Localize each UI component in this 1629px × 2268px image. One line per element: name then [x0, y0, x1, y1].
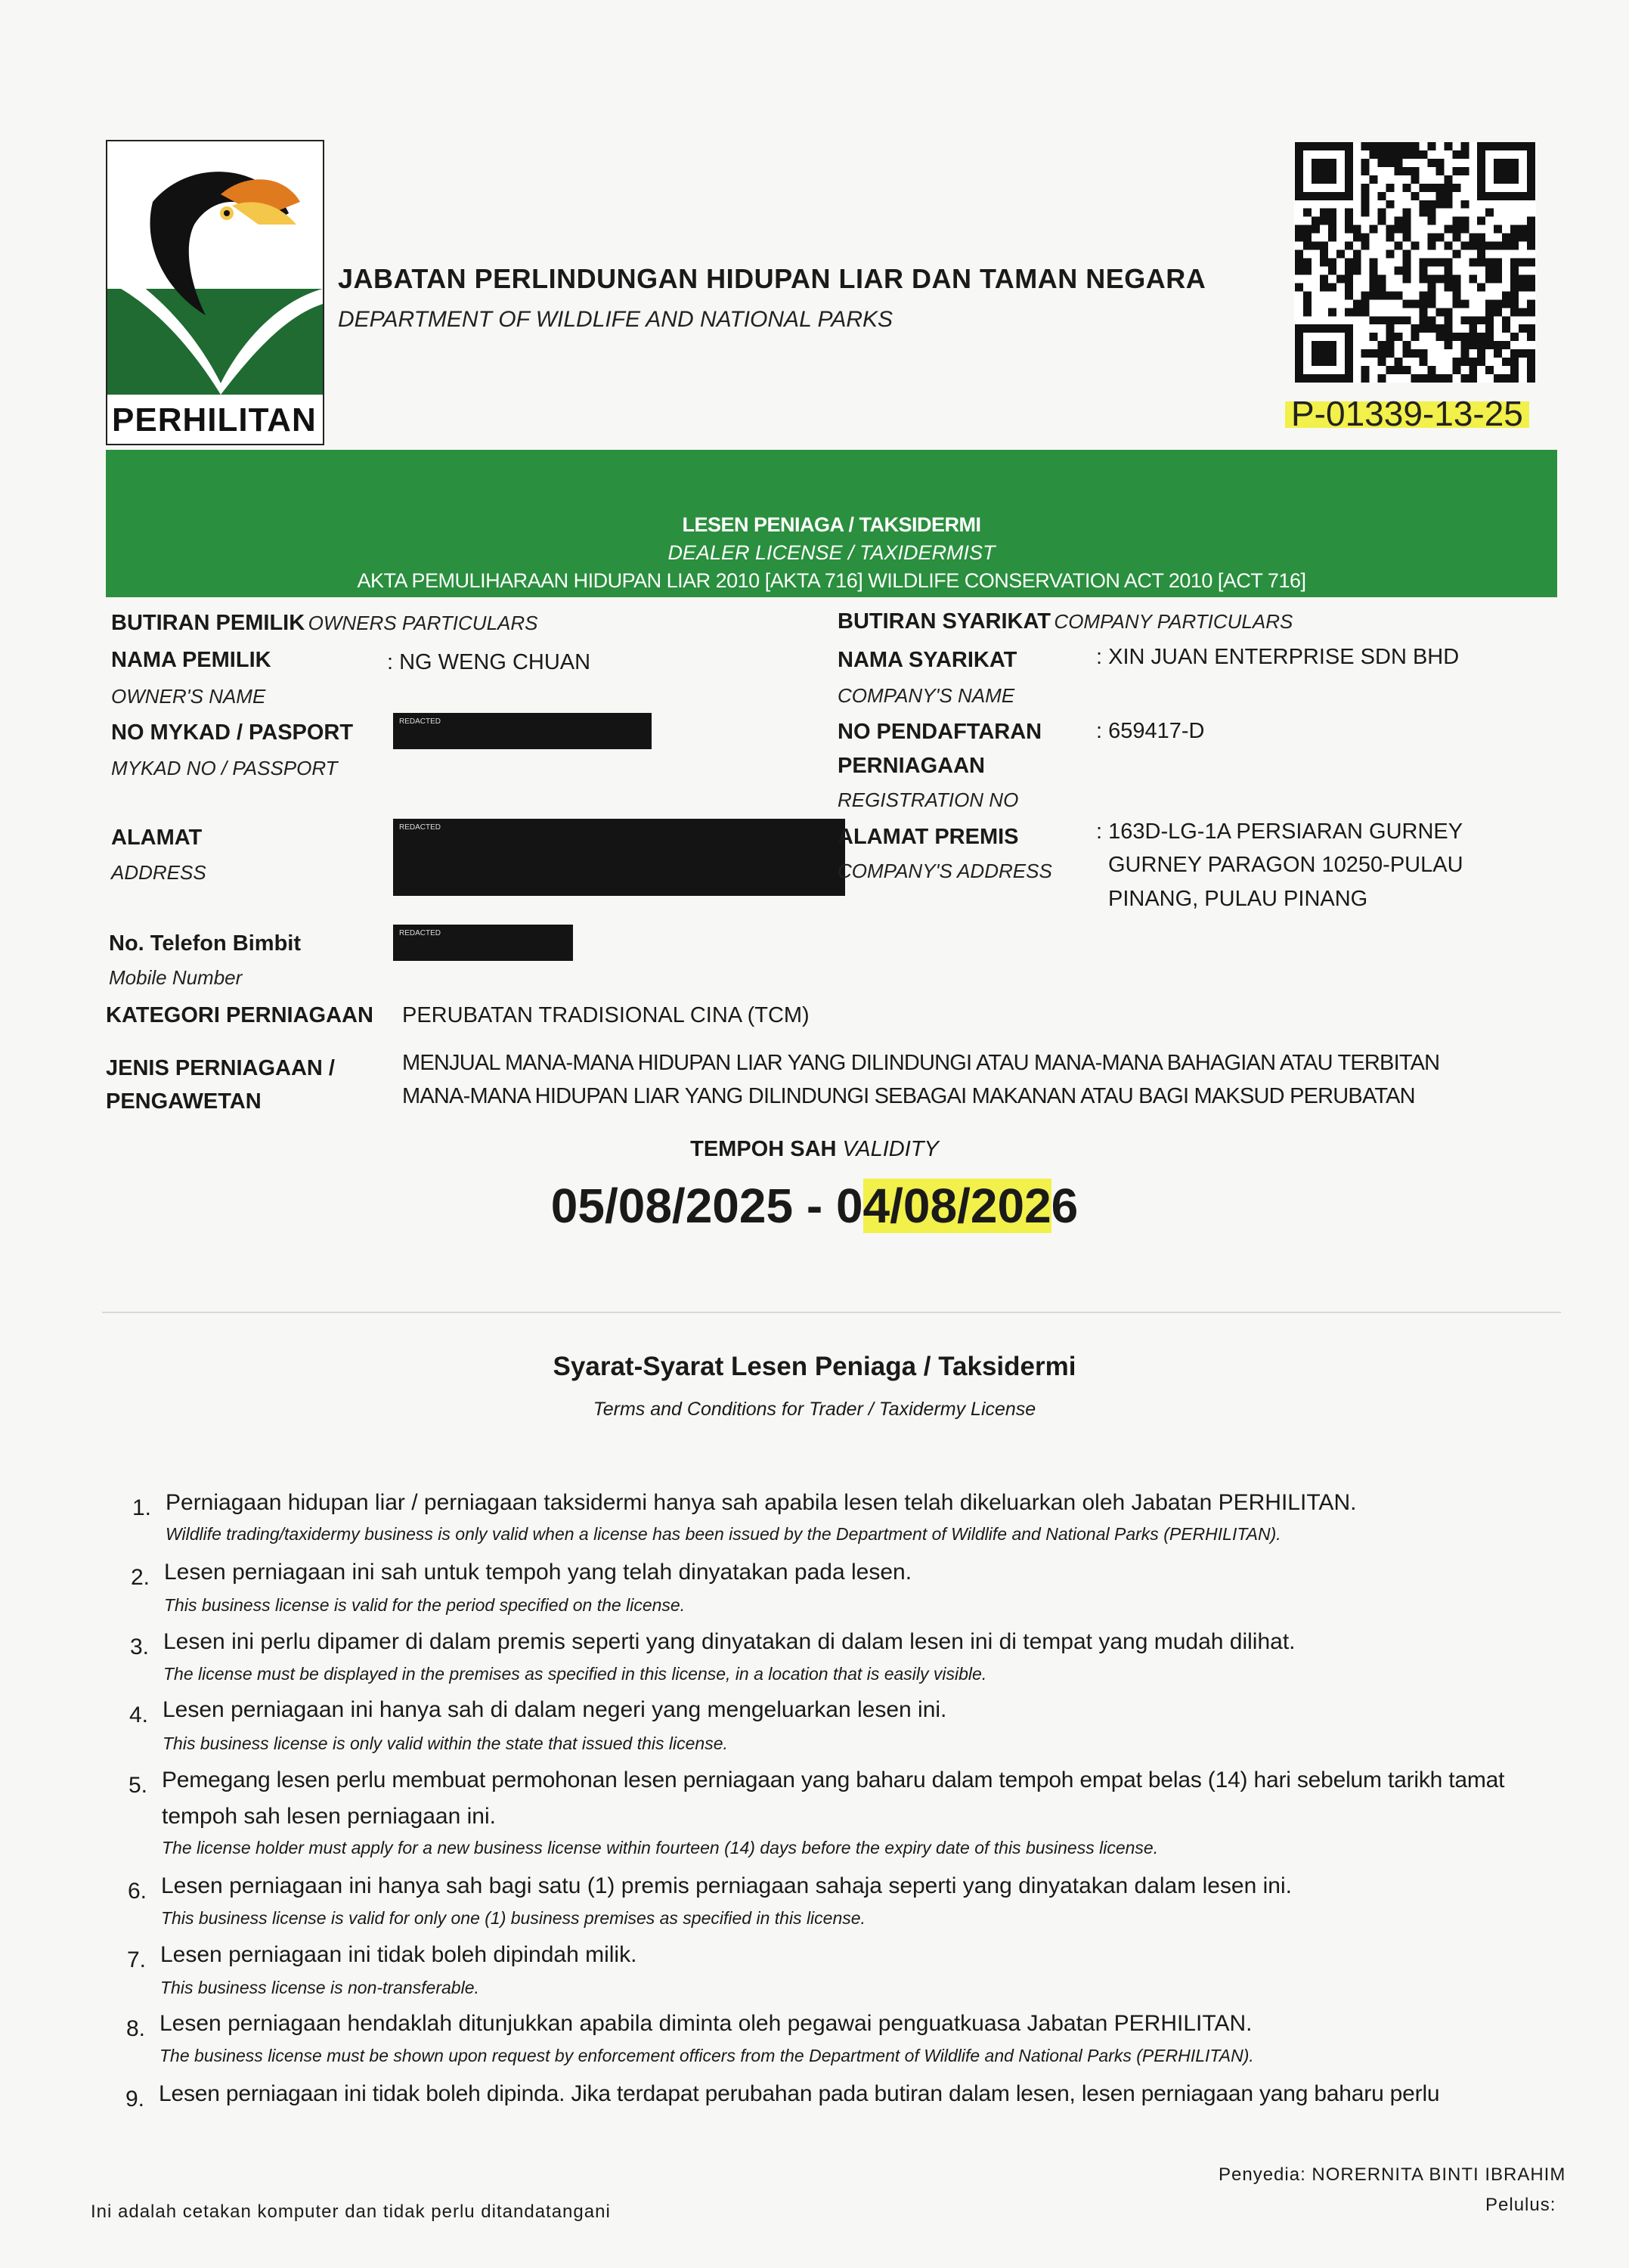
perhilitan-logo: [106, 140, 324, 445]
validity-highlight: 4/08/202: [863, 1179, 1051, 1233]
redacted-address: [393, 819, 845, 896]
term-text-ms: Pemegang lesen perlu membuat permohonan lesen perniagaan yang baharu dalam tempoh empat belas (14) hari sebelum tarikh tamat: [162, 1768, 1505, 1792]
department-name-ms: JABATAN PERLINDUNGAN HIDUPAN LIAR DAN TAMAN NEGARA: [338, 263, 1206, 294]
term-number: 4.: [129, 1703, 149, 1727]
term-number: 8.: [126, 2016, 146, 2041]
owner-id-label: NO MYKAD / PASPORT: [111, 720, 354, 745]
registration-label-1: NO PENDAFTARAN: [838, 720, 1042, 744]
term-text-ms: Lesen perniagaan ini hanya sah di dalam negeri yang mengeluarkan lesen ini.: [163, 1697, 947, 1722]
redacted-tag: REDACTED: [399, 929, 441, 937]
qr-code: [1294, 142, 1536, 383]
term-text-ms-continued: tempoh sah lesen perniagaan ini.: [162, 1804, 496, 1829]
owner-id-sublabel: MYKAD NO / PASSPORT: [111, 757, 338, 779]
premises-address-label: ALAMAT PREMIS: [838, 825, 1019, 849]
term-text-en: This business license is valid for only one (1) business premises as specified in this license.: [161, 1908, 866, 1928]
term-text-ms: Lesen ini perlu dipamer di dalam premis seperti yang dinyatakan di dalam lesen ini di tempat yang mudah dilihat.: [163, 1629, 1296, 1654]
term-text-en: The license must be displayed in the premises as specified in this license, in a location that is easily visible.: [163, 1664, 987, 1684]
redacted-tag: REDACTED: [399, 823, 441, 832]
term-number: 1.: [132, 1495, 152, 1520]
validity-dates: [0, 1178, 1629, 1234]
approver-label: Pelulus:: [1485, 2195, 1556, 2215]
premises-address-line1: : 163D-LG-1A PERSIARAN GURNEY: [1096, 820, 1463, 844]
computer-print-note: Ini adalah cetakan komputer dan tidak perlu ditandatangani: [91, 2201, 611, 2222]
registration-sublabel: REGISTRATION NO: [838, 789, 1019, 811]
owner-section-heading: [111, 611, 538, 636]
owner-name-label: NAMA PEMILIK: [111, 648, 271, 672]
business-category-value: PERUBATAN TRADISIONAL CINA (TCM): [402, 1003, 810, 1027]
term-text-ms: Lesen perniagaan ini tidak boleh dipindah milik.: [160, 1942, 637, 1967]
banner-title-en: DEALER LICENSE / TAXIDERMIST: [667, 541, 996, 564]
company-name-value: : XIN JUAN ENTERPRISE SDN BHD: [1096, 645, 1460, 669]
company-section-en: COMPANY PARTICULARS: [1054, 610, 1293, 633]
validity-start: 05/08/2025 - 0: [550, 1179, 863, 1233]
term-number: 6.: [128, 1879, 147, 1904]
term-text-ms: Perniagaan hidupan liar / perniagaan taksidermi hanya sah apabila lesen telah dikeluarkan oleh Jabatan PERHILITAN.: [166, 1490, 1357, 1515]
hornbill-icon: [107, 141, 323, 444]
logo-text: PERHILITAN: [112, 401, 317, 438]
department-name-en: DEPARTMENT OF WILDLIFE AND NATIONAL PARKS: [338, 307, 893, 332]
validity-heading: [0, 1137, 1629, 1162]
validity-label-en: VALIDITY: [842, 1137, 939, 1161]
owner-address-sublabel: ADDRESS: [111, 861, 206, 884]
section-divider: [102, 1312, 1561, 1313]
owner-name-value: : NG WENG CHUAN: [387, 650, 591, 674]
premises-address-line2: GURNEY PARAGON 10250-PULAU: [1108, 853, 1463, 877]
term-text-ms: Lesen perniagaan hendaklah ditunjukkan apabila diminta oleh pegawai penguatkuasa Jabatan PERHILITAN.: [159, 2011, 1253, 2036]
business-category-label: KATEGORI PERNIAGAAN: [106, 1003, 373, 1027]
business-type-value-2: MANA-MANA HIDUPAN LIAR YANG DILINDUNGI SEBAGAI MAKANAN ATAU BAGI MAKSUD PERUBATAN: [402, 1084, 1415, 1108]
owner-section-ms: BUTIRAN PEMILIK: [111, 611, 305, 635]
registration-label-2: PERNIAGAAN: [838, 754, 985, 778]
terms-subtitle: Terms and Conditions for Trader / Taxidermy License: [593, 1399, 1036, 1420]
term-text-ms: Lesen perniagaan ini tidak boleh dipinda. Jika terdapat perubahan pada butiran dalam lesen, lesen perniagaan yang baharu perlu: [159, 2081, 1440, 2106]
owner-phone-sublabel: Mobile Number: [109, 966, 243, 989]
premises-address-sublabel: COMPANY'S ADDRESS: [838, 860, 1052, 882]
terms-title: Syarat-Syarat Lesen Peniaga / Taksidermi: [553, 1352, 1076, 1381]
term-number: 7.: [127, 1947, 147, 1972]
redacted-tag: REDACTED: [399, 717, 441, 726]
company-section-heading: [838, 609, 1293, 634]
company-name-label: NAMA SYARIKAT: [838, 648, 1017, 672]
term-text-ms: Lesen perniagaan ini hanya sah bagi satu (1) premis perniagaan sahaja seperti yang dinyatakan dalam lesen ini.: [161, 1873, 1292, 1898]
banner-title-ms: LESEN PENIAGA / TAKSIDERMI: [682, 513, 981, 536]
permit-number: P-01339-13-25: [1285, 393, 1529, 434]
owner-section-en: OWNERS PARTICULARS: [308, 612, 538, 634]
owner-address-label: ALAMAT: [111, 826, 203, 850]
term-text-en: This business license is only valid within the state that issued this license.: [163, 1734, 728, 1753]
owner-phone-label: No. Telefon Bimbit: [109, 931, 302, 956]
business-type-label-2: PENGAWETAN: [106, 1089, 262, 1114]
term-number: 3.: [130, 1634, 150, 1659]
term-number: 2.: [131, 1565, 150, 1590]
premises-address-line3: PINANG, PULAU PINANG: [1108, 887, 1368, 911]
business-type-label-1: JENIS PERNIAGAAN /: [106, 1056, 335, 1080]
license-banner: [106, 450, 1557, 597]
term-text-en: The business license must be shown upon request by enforcement officers from the Department of Wildlife and National Parks (PERHILITAN).: [159, 2046, 1254, 2065]
validity-end: 6: [1051, 1179, 1079, 1233]
company-section-ms: BUTIRAN SYARIKAT: [838, 609, 1051, 634]
qr-code-icon: [1294, 142, 1536, 383]
term-number: 9.: [125, 2087, 145, 2112]
term-text-en: This business license is non-transferable.: [160, 1978, 479, 1997]
term-number: 5.: [129, 1773, 148, 1798]
banner-act: AKTA PEMULIHARAAN HIDUPAN LIAR 2010 [AKTA 716] WILDLIFE CONSERVATION ACT 2010 [ACT 716]: [357, 569, 1306, 592]
term-text-ms: Lesen perniagaan ini sah untuk tempoh yang telah dinyatakan pada lesen.: [164, 1560, 912, 1585]
registration-value: : 659417-D: [1096, 719, 1205, 743]
preparer-name: Penyedia: NORERNITA BINTI IBRAHIM: [1219, 2164, 1566, 2185]
term-text-en: The license holder must apply for a new business license within fourteen (14) days before the expiry date of this business license.: [162, 1838, 1159, 1857]
redacted-id: [393, 713, 652, 749]
business-type-value-1: MENJUAL MANA-MANA HIDUPAN LIAR YANG DILINDUNGI ATAU MANA-MANA BAHAGIAN ATAU TERBITAN: [402, 1051, 1440, 1075]
term-text-en: This business license is valid for the period specified on the license.: [164, 1595, 686, 1615]
term-text-en: Wildlife trading/taxidermy business is only valid when a license has been issued by the Department of Wildlife and National Parks (PERHILITAN).: [166, 1524, 1281, 1544]
redacted-phone: [393, 925, 573, 961]
company-name-sublabel: COMPANY'S NAME: [838, 684, 1015, 707]
owner-name-sublabel: OWNER'S NAME: [111, 685, 266, 708]
validity-label-ms: TEMPOH SAH: [690, 1137, 837, 1161]
